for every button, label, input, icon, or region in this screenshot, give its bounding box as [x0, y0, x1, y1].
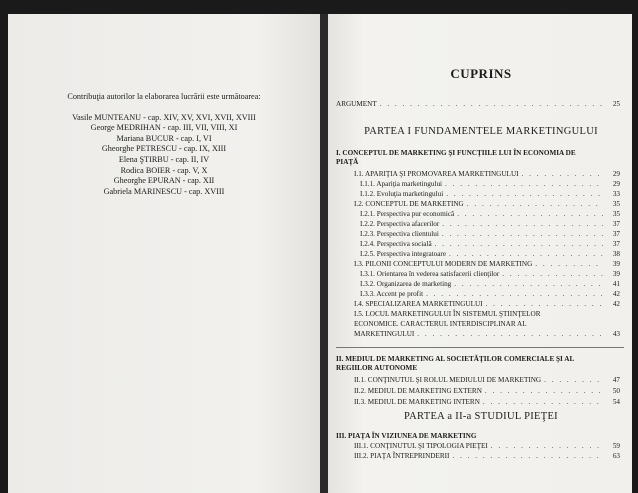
chapter-title-line: I. CONCEPTUL DE MARKETING ŞI FUNCŢIILE LUI ÎN ECONOMIA DE [336, 149, 576, 157]
toc-entry-page: 59 [612, 442, 620, 450]
toc-entry-page: 39 [612, 260, 620, 268]
chapter-title-line: II. MEDIUL DE MARKETING AL SOCIETĂŢILOR COMERCIALE ŞI AL [336, 355, 575, 363]
toc-entry-page: 42 [612, 300, 620, 308]
toc-entry-page: 42 [612, 290, 620, 298]
toc-entry [360, 180, 620, 188]
toc-leader-dots [454, 280, 603, 288]
toc-entry-label: ECONOMICE. CARACTERUL INTERDISCIPLINAR AL [354, 320, 527, 328]
chapter-title-line: REGIILOR AUTONOME [336, 364, 418, 373]
book-gutter [320, 14, 328, 493]
toc-leader-dots [486, 300, 603, 308]
toc-entry-argument [336, 100, 620, 108]
toc-entry [360, 210, 620, 218]
toc-entry-label: I.2.5. Perspectiva integratoare [360, 250, 447, 258]
toc-entry-page: 25 [612, 100, 620, 108]
toc-entry-page: 43 [612, 330, 620, 338]
toc-entry-label: I.1. APARIŢIA ŞI PROMOVAREA MARKETINGULUI [354, 170, 519, 178]
toc-leader-dots [446, 190, 603, 198]
toc-leader-dots [380, 100, 603, 108]
contributor-line: Mariana BUCUR - cap. I, VI [116, 133, 212, 143]
toc-entry [360, 280, 620, 288]
contributor-line: Gheorghe PETRESCU - cap. IX, XIII [101, 144, 227, 154]
toc-entry-label: I.4. SPECIALIZAREA MARKETINGULUI [354, 300, 483, 308]
toc-entry-label: ARGUMENT [336, 100, 377, 108]
toc-entry-page: 33 [612, 190, 620, 198]
toc-entry-label: I.1.1. Apariţia marketingului [360, 180, 443, 188]
toc-entry [360, 240, 620, 248]
contributor-line: Rodica BOIER - cap. V, X [120, 165, 208, 175]
toc-entry [354, 200, 620, 208]
toc-leader-dots [483, 398, 603, 406]
toc-entry [354, 387, 620, 395]
toc-entry-page: 29 [612, 180, 620, 188]
toc-entry-page: 47 [612, 376, 620, 384]
toc-entry-label: III.1. CONŢINUTUL ŞI TIPOLOGIA PIEŢEI [354, 442, 488, 450]
toc-entry [360, 190, 620, 198]
contributor-line: Gabriela MARINESCU - cap. XVIII [103, 186, 225, 196]
toc-leader-dots [485, 387, 603, 395]
toc-entry [354, 170, 620, 178]
toc-entry [354, 398, 620, 406]
chapter-title-line: PIAŢĂ [336, 158, 359, 167]
chapter-title: III. PIAŢA ÎN VIZIUNEA DE MARKETING [336, 432, 477, 440]
toc-entry-label: I.3. PILONII CONCEPTULUI MODERN DE MARKETING [354, 260, 533, 268]
section-divider [336, 347, 624, 348]
toc-entry-label: III.2. PIAŢA ÎNTREPRINDERII [354, 452, 450, 460]
toc-leader-dots [417, 330, 603, 338]
contributor-line: Vasile MUNTEANU - cap. XIV, XV, XVI, XVII, XVIII [72, 112, 256, 122]
toc-entry-label: I.2.1. Perspectiva pur economică [360, 210, 455, 218]
part-heading: PARTEA a II-a STUDIUL PIEŢEI [404, 411, 558, 422]
toc-entry-label: I.3.3. Accent pe profit [360, 290, 424, 298]
toc-entry-label: I.3.1. Orientarea în vederea satisfacerii clienţilor [360, 270, 500, 278]
right-page [328, 14, 632, 493]
toc-leader-dots [442, 220, 603, 228]
toc-entry-page: 37 [612, 220, 620, 228]
toc-leader-dots [522, 170, 603, 178]
toc-entry-page: 63 [612, 452, 620, 460]
toc-entry [360, 270, 620, 278]
toc-entry-page: 37 [612, 230, 620, 238]
toc-leader-dots [535, 260, 603, 268]
toc-leader-dots [442, 230, 603, 238]
toc-title: CUPRINS [450, 66, 512, 81]
book-spread [8, 14, 632, 493]
left-page [8, 14, 320, 493]
toc-entry-label: I.2.2. Perspectiva afacerilor [360, 220, 440, 228]
toc-entry-page: 35 [612, 210, 620, 218]
toc-entry-label: II.3. MEDIUL DE MARKETING INTERN [354, 398, 480, 406]
toc-entry-page: 35 [612, 200, 620, 208]
toc-leader-dots [457, 210, 603, 218]
contributor-line: Gheorghe EPURAN - cap. XII [113, 176, 215, 186]
toc-entry [354, 442, 620, 450]
contributor-line: George MEDRIHAN - cap. III, VII, VIII, XI [90, 123, 238, 133]
contributor-line: Elena ŞTIRBU - cap. II, IV [118, 154, 210, 164]
toc-entry-label: I.1.2. Evoluţia marketingului [360, 190, 444, 198]
toc-entry-page: 41 [612, 280, 620, 288]
chapter-title [336, 149, 620, 168]
toc-entry [360, 230, 620, 238]
toc-leader-dots [502, 270, 603, 278]
toc-entry-page: 29 [612, 170, 620, 178]
chapter-title [336, 355, 620, 374]
toc-entry [354, 376, 620, 384]
toc-entry-page: 37 [612, 240, 620, 248]
toc-leader-dots [467, 200, 603, 208]
toc-entry [354, 300, 620, 308]
toc-entry [360, 250, 620, 258]
toc-entry [354, 260, 620, 268]
toc-entry-label: I.5. LOCUL MARKETINGULUI ÎN SISTEMUL ŞTIINŢELOR [354, 310, 541, 318]
toc-leader-dots [426, 290, 603, 298]
toc-entry-label: I.3.2. Organizarea de marketing [360, 280, 452, 288]
toc-entry-page: 38 [612, 250, 620, 258]
contributors-heading: Contribuţia autorilor la elaborarea lucrării este următoarea: [67, 92, 261, 101]
toc-entry [360, 290, 620, 298]
toc-entry [360, 220, 620, 228]
toc-entry-label: I.2. CONCEPTUL DE MARKETING [354, 200, 464, 208]
toc-leader-dots [491, 442, 603, 450]
toc-leader-dots [449, 250, 603, 258]
toc-entry-label: II.2. MEDIUL DE MARKETING EXTERN [354, 387, 482, 395]
toc-entry-label: I.2.3. Perspectiva clientului [360, 230, 439, 238]
toc-entry-label: MARKETINGULUI [354, 330, 415, 338]
toc-leader-dots [452, 452, 603, 460]
toc-entry [354, 330, 620, 338]
part-heading: PARTEA I FUNDAMENTELE MARKETINGULUI [364, 126, 598, 137]
toc-entry-page: 39 [612, 270, 620, 278]
toc-entry-label: II.1. CONŢINUTUL ŞI ROLUL MEDIULUI DE MARKETING [354, 376, 542, 384]
contributors-block [8, 92, 320, 197]
toc-entry [354, 452, 620, 460]
toc-entry-label: I.2.4. Perspectiva socială [360, 240, 432, 248]
toc-leader-dots [445, 180, 603, 188]
toc-leader-dots [435, 240, 603, 248]
toc-leader-dots [544, 376, 603, 384]
toc-entry-page: 54 [612, 398, 620, 406]
toc-entry-page: 50 [612, 387, 620, 395]
